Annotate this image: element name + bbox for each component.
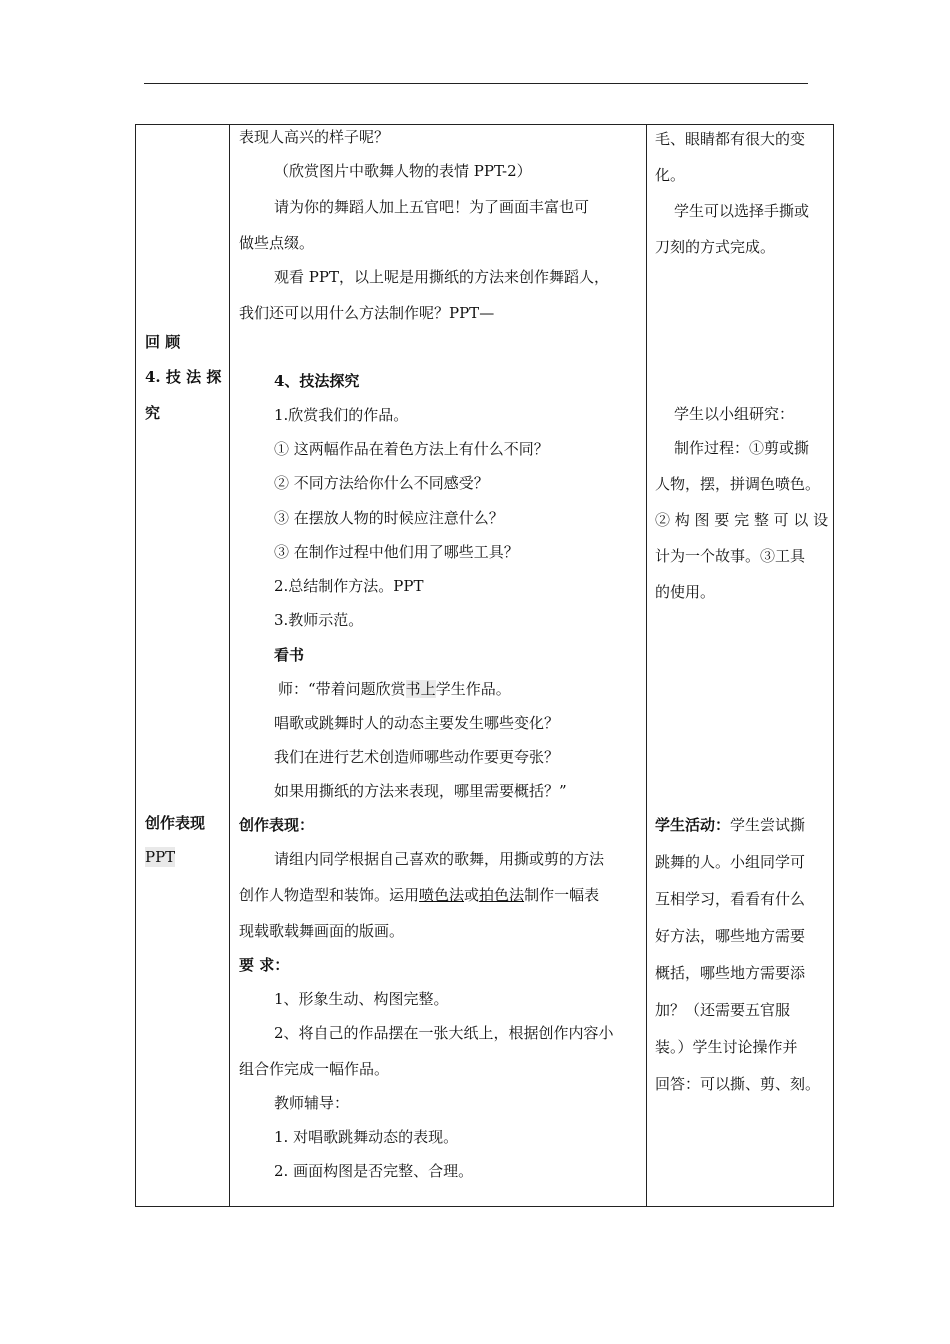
requirements-title: 要 求： — [239, 956, 290, 974]
lesson-table — [135, 124, 834, 1207]
activity-line: 装。）学生讨论操作并 — [655, 1038, 798, 1056]
activity-line: 加？（还需要五官服 — [655, 1001, 791, 1019]
section4-label: 4. 技 法 探 — [145, 368, 222, 386]
question-line: ② 不同方法给你什么不同感受？ — [274, 474, 489, 492]
summary-line: 2.总结制作方法。PPT — [274, 577, 424, 595]
creation-title: 创作表现： — [239, 816, 315, 834]
requirement-line: 2、将自己的作品摆在一张大纸上，根据创作内容小 — [274, 1024, 614, 1042]
research-line: ② 构 图 要 完 整 可 以 设 — [655, 511, 829, 529]
section4-title: 4、技法探究 — [274, 372, 360, 390]
research-line: 计为一个故事。③工具 — [655, 547, 806, 565]
column-divider-left — [229, 125, 230, 1206]
creation-or: 或 — [464, 886, 480, 904]
creation-line: 现载歌载舞画面的版画。 — [239, 922, 405, 940]
teacher-prefix: 师：“带着问题欣赏 — [278, 680, 406, 698]
creation-text: 创作人物造型和装饰。运用 — [239, 886, 420, 904]
activity-line: 跳舞的人。小组同学可 — [655, 853, 806, 871]
research-line: 制作过程：①剪或撕 — [674, 439, 810, 457]
requirement-line: 组合作完成一幅作品。 — [239, 1060, 390, 1078]
creation-ppt: PPT — [145, 848, 176, 866]
right-note-line: 毛、眼睛都有很大的变 — [655, 130, 806, 148]
ask-line: 如果用撕纸的方法来表现，哪里需要概括？” — [274, 782, 567, 800]
requirement-line: 1、形象生动、构图完整。 — [274, 990, 449, 1008]
creation-text: 制作一幅表 — [524, 886, 600, 904]
spray-method: 喷色法 — [419, 886, 465, 904]
question-line: ① 这两幅作品在着色方法上有什么不同？ — [274, 440, 549, 458]
right-note-line: 化。 — [655, 166, 686, 184]
read-book-label: 看书 — [274, 646, 305, 664]
research-line: 学生以小组研究： — [674, 405, 795, 423]
teacher-suffix: 学生作品。 — [435, 680, 511, 698]
right-note-line: 刀刻的方式完成。 — [655, 238, 776, 256]
teacher-line — [278, 679, 511, 699]
question-line: ③ 在摆放人物的时候应注意什么？ — [274, 509, 504, 527]
pat-method: 拍色法 — [479, 886, 525, 904]
right-note-line: 学生可以选择手撕或 — [674, 202, 810, 220]
activity-line: 回答：可以撕、剪、刻。 — [655, 1075, 821, 1093]
demo-line: 3.教师示范。 — [274, 611, 364, 629]
ask-line: 唱歌或跳舞时人的动态主要发生哪些变化？ — [274, 714, 560, 732]
guide-line: 2. 画面构图是否完整、合理。 — [274, 1162, 474, 1180]
guide-line: 1. 对唱歌跳舞动态的表现。 — [274, 1128, 459, 1146]
section4-label-cont: 究 — [145, 404, 161, 422]
intro-line: 我们还可以用什么方法制作呢？PPT— — [239, 304, 495, 322]
intro-line: 表现人高兴的样子呢？ — [239, 128, 390, 146]
research-line: 人物，摆，拼调色喷色。 — [655, 475, 821, 493]
review-label: 回 顾 — [145, 333, 181, 351]
creation-label: 创作表现 — [145, 814, 206, 832]
intro-line: 观看 PPT，以上呢是用撕纸的方法来创作舞蹈人， — [274, 268, 609, 286]
ask-line: 我们在进行艺术创造师哪些动作要更夸张？ — [274, 748, 560, 766]
intro-line: 请为你的舞蹈人加上五官吧！为了画面丰富也可 — [274, 198, 590, 216]
activity-line: 互相学习，看看有什么 — [655, 890, 806, 908]
header-rule — [144, 83, 808, 84]
teacher-shaded-text: 书上 — [405, 680, 436, 698]
intro-line: 做些点缀。 — [239, 234, 315, 252]
creation-line: 请组内同学根据自己喜欢的歌舞，用撕或剪的方法 — [274, 850, 605, 868]
activity-line: 概括，哪些地方需要添 — [655, 964, 806, 982]
research-line: 的使用。 — [655, 583, 716, 601]
activity-line: 好方法，哪些地方需要 — [655, 927, 806, 945]
question-line: ③ 在制作过程中他们用了哪些工具？ — [274, 543, 519, 561]
activity-first: 学生尝试撕 — [730, 816, 806, 834]
appreciate-line: 1.欣赏我们的作品。 — [274, 406, 409, 424]
activity-line — [655, 815, 805, 835]
creation-line — [239, 885, 599, 905]
guide-title: 教师辅导： — [274, 1094, 350, 1112]
column-divider-right — [646, 125, 647, 1206]
intro-line: （欣赏图片中歌舞人物的表情 PPT-2） — [274, 162, 532, 180]
activity-title: 学生活动： — [655, 816, 731, 834]
